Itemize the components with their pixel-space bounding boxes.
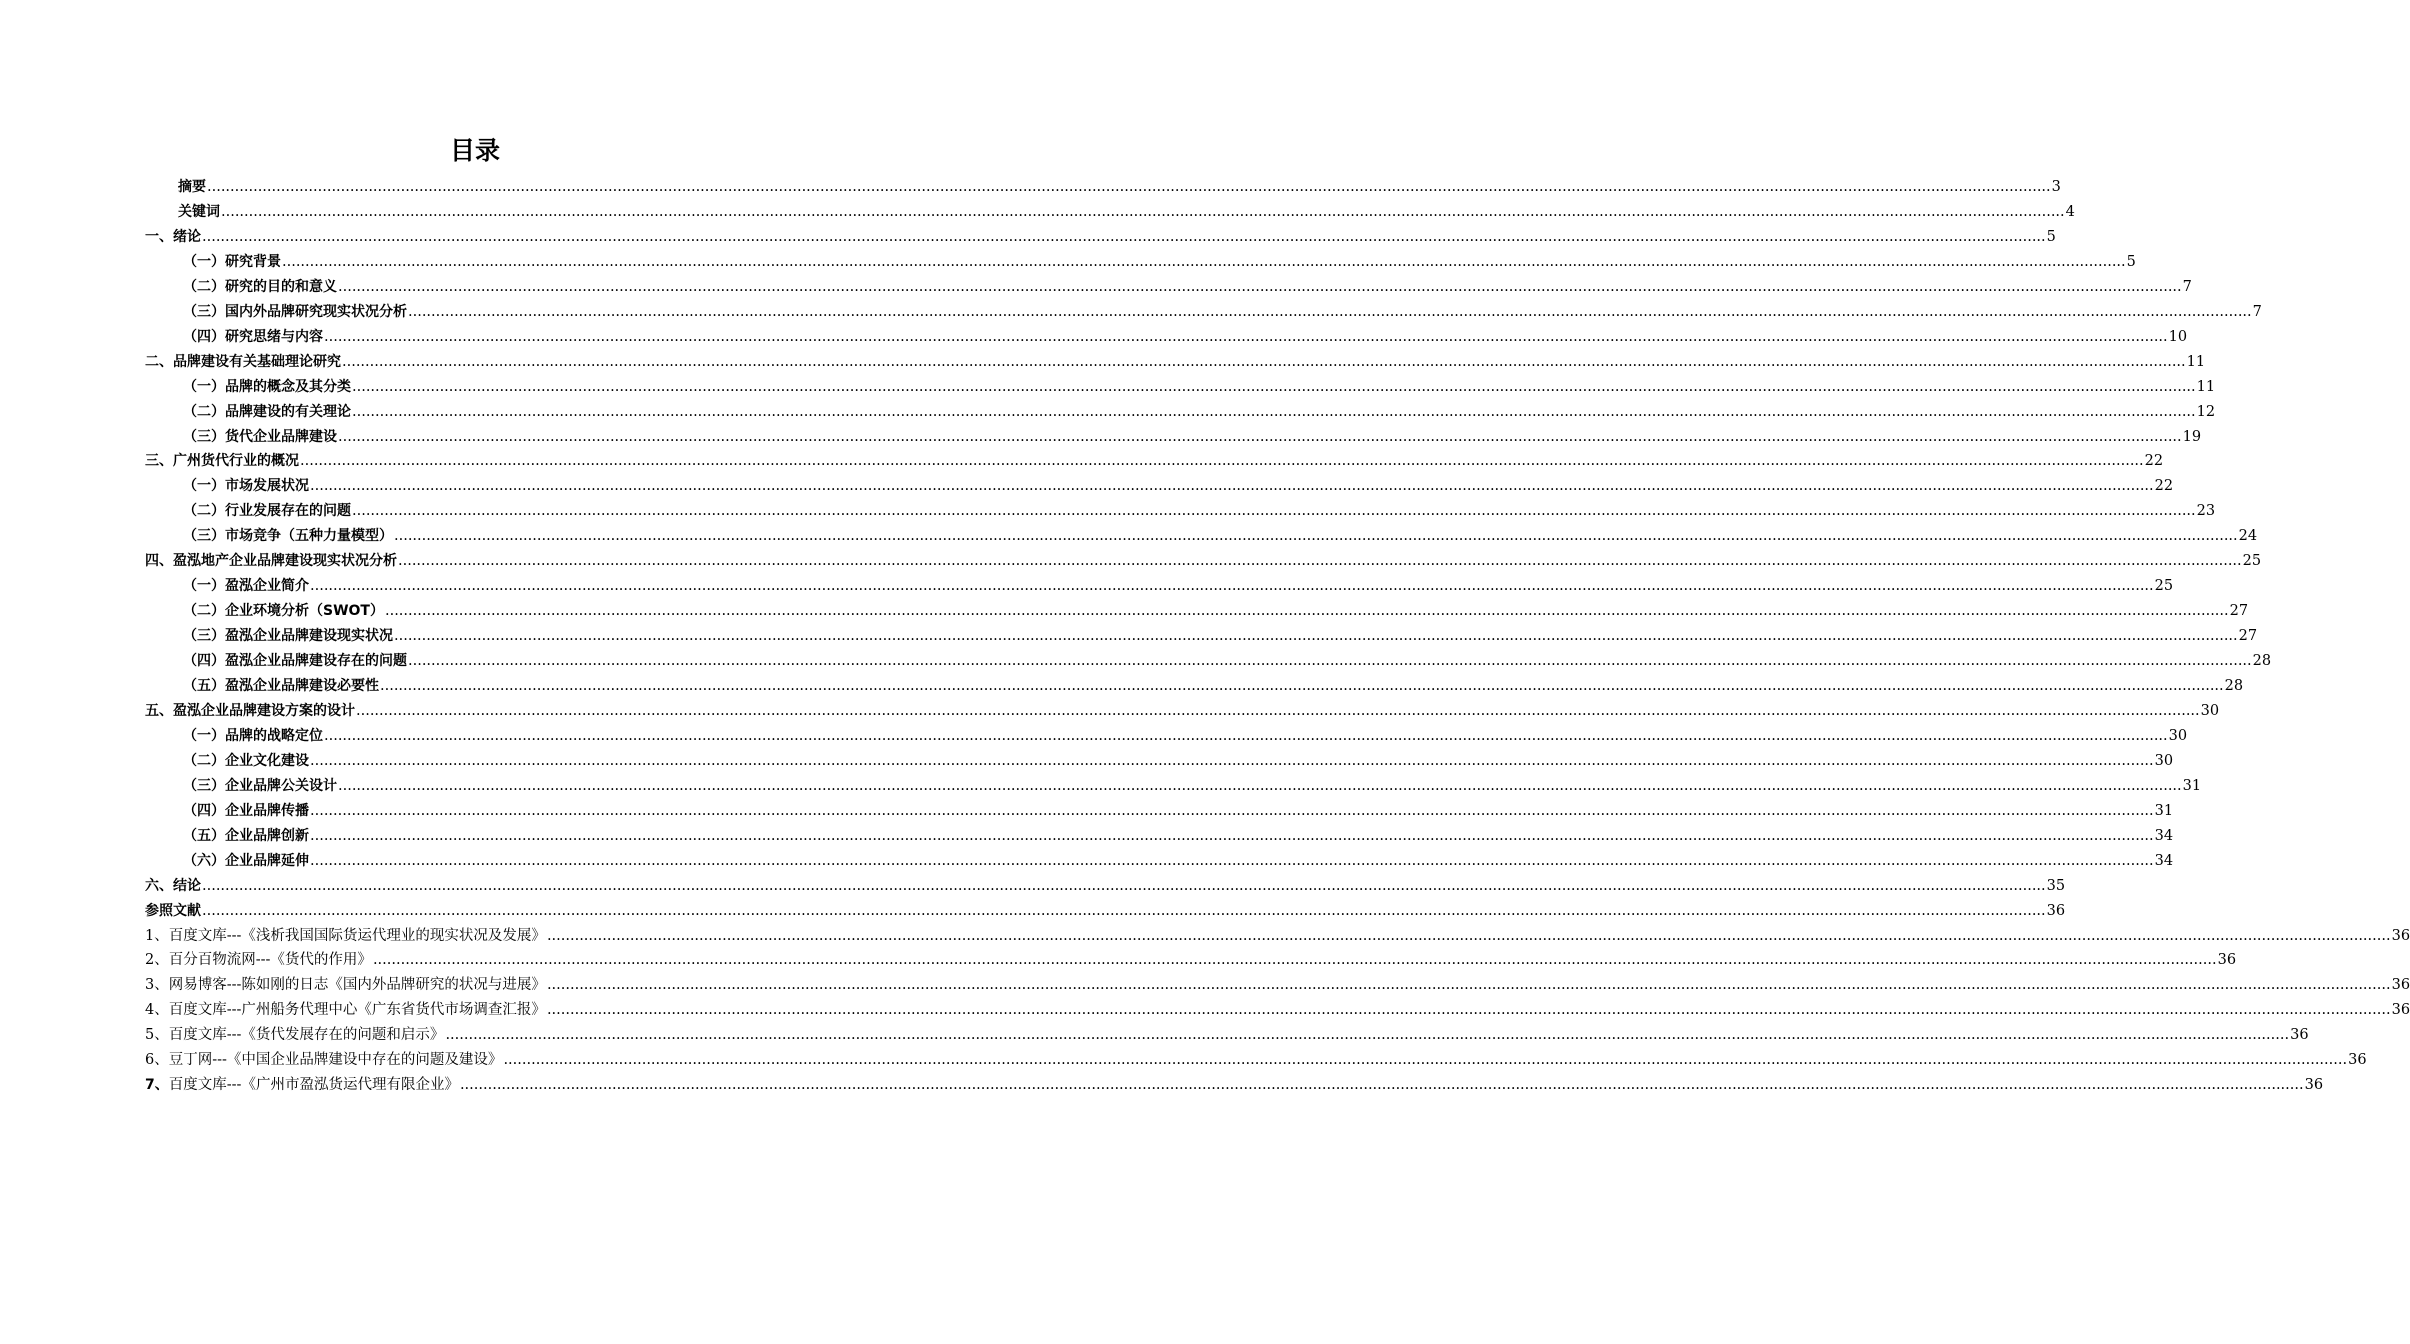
toc-page-number: 10 bbox=[2168, 328, 2188, 345]
toc-leader-dots: ................................................................................................................................................................................................................................................................................................................................................................................................................ bbox=[408, 653, 2252, 670]
toc-leader-dots: ................................................................................................................................................................................................................................................................................................................................................................................................................ bbox=[546, 927, 2391, 944]
toc-entry-label: 结论 bbox=[173, 877, 201, 894]
toc-entry-number: （六） bbox=[183, 852, 225, 869]
toc-entry[interactable] bbox=[183, 849, 2174, 873]
page-title: 目录 bbox=[449, 136, 500, 165]
toc-entry[interactable] bbox=[183, 425, 2202, 449]
toc-entry[interactable] bbox=[183, 649, 2272, 673]
toc-entry-number: （一） bbox=[183, 727, 225, 744]
toc-leader-dots: ................................................................................................................................................................................................................................................................................................................................................................................................................ bbox=[324, 328, 2168, 345]
toc-entry-number: 6、 bbox=[145, 1052, 169, 1069]
toc-page-number: 36 bbox=[2304, 1077, 2324, 1094]
toc-page-number: 31 bbox=[2182, 777, 2202, 794]
toc-leader-dots: ................................................................................................................................................................................................................................................................................................................................................................................................................ bbox=[310, 852, 2154, 869]
toc-entry-label: 品牌的概念及其分类 bbox=[225, 378, 351, 395]
toc-leader-dots: ................................................................................................................................................................................................................................................................................................................................................................................................................ bbox=[338, 428, 2182, 445]
toc-entry[interactable] bbox=[183, 400, 2216, 424]
toc-entry-label: 企业品牌传播 bbox=[225, 802, 309, 819]
toc-entry-label: 关键词 bbox=[178, 203, 220, 220]
toc-entry-number: （五） bbox=[183, 827, 225, 844]
toc-entry-number: （四） bbox=[183, 328, 225, 345]
toc-leader-dots: ................................................................................................................................................................................................................................................................................................................................................................................................................ bbox=[310, 827, 2154, 844]
toc-page-number: 35 bbox=[2046, 877, 2066, 894]
toc-page-number: 27 bbox=[2238, 628, 2258, 645]
toc-entry-label: 企业品牌创新 bbox=[225, 827, 309, 844]
toc-leader-dots: ................................................................................................................................................................................................................................................................................................................................................................................................................ bbox=[352, 503, 2196, 520]
toc-entry-number: 4、 bbox=[145, 1002, 169, 1019]
toc-entry-label: 摘要 bbox=[178, 179, 206, 195]
toc-page-number: 30 bbox=[2200, 702, 2220, 719]
toc-leader-dots: ................................................................................................................................................................................................................................................................................................................................................................................................................ bbox=[310, 802, 2154, 819]
toc-entry-label: 盈泓企业品牌建设方案的设计 bbox=[173, 702, 355, 719]
toc-entry-label: 百度文库---《广州市盈泓货运代理有限企业》 bbox=[168, 1077, 459, 1094]
toc-entry-number: 7、 bbox=[145, 1077, 169, 1094]
toc-leader-dots: ................................................................................................................................................................................................................................................................................................................................................................................................................ bbox=[221, 203, 2065, 220]
toc-page-number: 5 bbox=[2126, 253, 2136, 270]
toc-leader-dots: ................................................................................................................................................................................................................................................................................................................................................................................................................ bbox=[310, 752, 2154, 769]
toc-page-number: 5 bbox=[2046, 228, 2056, 245]
toc-entry-label: 市场发展状况 bbox=[225, 478, 309, 495]
toc-entry-label: 广州货代行业的概况 bbox=[173, 453, 299, 470]
toc-entry[interactable] bbox=[145, 449, 2164, 473]
toc-entry-label: 企业品牌延伸 bbox=[225, 852, 309, 869]
toc-page-number: 22 bbox=[2144, 453, 2164, 470]
toc-entry-label: 盈泓企业简介 bbox=[225, 578, 309, 595]
toc-page-number: 12 bbox=[2196, 403, 2216, 420]
toc-entry[interactable] bbox=[145, 924, 2410, 948]
toc-leader-dots: ................................................................................................................................................................................................................................................................................................................................................................................................................ bbox=[202, 902, 2046, 919]
toc-entry-label: 研究思绪与内容 bbox=[225, 328, 323, 345]
toc-leader-dots: ................................................................................................................................................................................................................................................................................................................................................................................................................ bbox=[324, 727, 2168, 744]
toc-entry-label: 参照文献 bbox=[145, 902, 201, 919]
toc-entry[interactable] bbox=[183, 250, 2136, 274]
toc-entry[interactable] bbox=[183, 774, 2202, 798]
toc-page-number: 11 bbox=[2186, 353, 2206, 370]
toc-entry[interactable] bbox=[145, 225, 2056, 249]
toc-entry[interactable] bbox=[183, 300, 2262, 324]
toc-entry[interactable] bbox=[183, 749, 2174, 773]
toc-page-number: 7 bbox=[2182, 278, 2192, 295]
toc-entry-label: 绪论 bbox=[173, 228, 201, 245]
toc-entry-number: （一） bbox=[183, 253, 225, 270]
toc-entry-number: 2、 bbox=[145, 952, 169, 969]
toc-entry-number: （一） bbox=[183, 378, 225, 395]
toc-page-number: 11 bbox=[2196, 378, 2216, 395]
toc-entry-label: 百分百物流网---《货代的作用》 bbox=[168, 952, 372, 969]
toc-entry-number: 5、 bbox=[145, 1027, 169, 1044]
toc-entry-label: 研究的目的和意义 bbox=[225, 278, 337, 295]
toc-entry-label: 市场竞争（五种力量模型） bbox=[225, 528, 393, 545]
toc-leader-dots: ................................................................................................................................................................................................................................................................................................................................................................................................................ bbox=[394, 528, 2238, 545]
toc-entry[interactable] bbox=[183, 599, 2249, 623]
toc-page-number: 34 bbox=[2154, 827, 2174, 844]
toc-leader-dots: ................................................................................................................................................................................................................................................................................................................................................................................................................ bbox=[380, 678, 2224, 694]
toc-page-number: 7 bbox=[2252, 303, 2262, 320]
toc-page-number: 24 bbox=[2238, 528, 2258, 545]
toc-entry-label: 盈泓企业品牌建设必要性 bbox=[225, 678, 379, 694]
toc-entry[interactable] bbox=[183, 499, 2216, 523]
toc-page-number: 36 bbox=[2348, 1052, 2367, 1069]
toc-entry[interactable] bbox=[178, 175, 2061, 199]
toc-entry-number: 二、 bbox=[145, 353, 173, 370]
toc-entry[interactable] bbox=[183, 325, 2188, 349]
toc-entry[interactable] bbox=[183, 799, 2174, 823]
toc-leader-dots: ................................................................................................................................................................................................................................................................................................................................................................................................................ bbox=[300, 453, 2144, 470]
toc-entry[interactable] bbox=[145, 1073, 2324, 1097]
toc-entry-number: （三） bbox=[183, 528, 225, 545]
toc-entry-label: 百度文库---《货代发展存在的问题和启示》 bbox=[168, 1027, 445, 1044]
toc-page-number: 22 bbox=[2154, 478, 2174, 495]
toc-page-number: 25 bbox=[2242, 553, 2262, 570]
toc-page-number: 30 bbox=[2168, 727, 2188, 744]
toc-leader-dots: ................................................................................................................................................................................................................................................................................................................................................................................................................ bbox=[352, 378, 2196, 395]
toc-leader-dots: ................................................................................................................................................................................................................................................................................................................................................................................................................ bbox=[445, 1027, 2290, 1044]
toc-entry-label: 盈泓企业品牌建设现实状况 bbox=[225, 628, 393, 645]
toc-entry[interactable] bbox=[183, 375, 2216, 399]
toc-entry-number: （一） bbox=[183, 478, 225, 495]
toc-entry-number: 三、 bbox=[145, 453, 173, 470]
toc-page-number: 25 bbox=[2154, 578, 2174, 595]
toc-entry[interactable] bbox=[183, 674, 2244, 698]
toc-entry-label: 品牌的战略定位 bbox=[225, 727, 323, 744]
toc-page-number: 36 bbox=[2391, 977, 2410, 994]
toc-entry-label: 研究背景 bbox=[225, 253, 281, 270]
toc-leader-dots: ................................................................................................................................................................................................................................................................................................................................................................................................................ bbox=[202, 877, 2046, 894]
toc-page-number: 4 bbox=[2065, 203, 2075, 220]
toc-entry-label: 豆丁网---《中国企业品牌建设中存在的问题及建设》 bbox=[168, 1052, 503, 1069]
toc-leader-dots: ................................................................................................................................................................................................................................................................................................................................................................................................................ bbox=[342, 353, 2186, 370]
toc-entry-number: 五、 bbox=[145, 702, 173, 719]
toc-entry[interactable] bbox=[183, 524, 2258, 548]
toc-page-number: 36 bbox=[2391, 927, 2410, 944]
toc-entry[interactable] bbox=[183, 275, 2192, 299]
toc-entry-label: 国内外品牌研究现实状况分析 bbox=[225, 303, 407, 320]
toc-entry[interactable] bbox=[145, 699, 2220, 723]
toc-entry[interactable] bbox=[183, 474, 2174, 498]
toc-entry[interactable] bbox=[145, 1048, 2367, 1072]
toc-leader-dots: ................................................................................................................................................................................................................................................................................................................................................................................................................ bbox=[408, 303, 2252, 320]
toc-entry[interactable] bbox=[145, 899, 2066, 923]
toc-entry-label: 货代企业品牌建设 bbox=[225, 428, 337, 445]
toc-page-number: 3 bbox=[2051, 179, 2061, 195]
toc-leader-dots: ................................................................................................................................................................................................................................................................................................................................................................................................................ bbox=[352, 403, 2196, 420]
toc-page-number: 36 bbox=[2046, 902, 2066, 919]
toc-entry-number: （四） bbox=[183, 802, 225, 819]
toc-leader-dots: ................................................................................................................................................................................................................................................................................................................................................................................................................ bbox=[282, 253, 2126, 270]
toc-entry-number: （三） bbox=[183, 777, 225, 794]
toc-entry[interactable] bbox=[145, 973, 2410, 997]
toc-entry-number: （三） bbox=[183, 628, 225, 645]
toc-page-number: 27 bbox=[2229, 603, 2249, 620]
toc-entry-label: 行业发展存在的问题 bbox=[225, 503, 351, 520]
toc-entry-label: 网易博客---陈如刚的日志《国内外品牌研究的状况与进展》 bbox=[168, 977, 546, 994]
toc-entry-number: （二） bbox=[183, 403, 225, 420]
toc-entry-number: 1、 bbox=[145, 927, 169, 944]
toc-entry-label: 品牌建设有关基础理论研究 bbox=[173, 353, 341, 370]
toc-entry-label: 品牌建设的有关理论 bbox=[225, 403, 351, 420]
toc-leader-dots: ................................................................................................................................................................................................................................................................................................................................................................................................................ bbox=[398, 553, 2242, 570]
toc-entry-label: 企业环境分析（SWOT） bbox=[225, 603, 384, 620]
toc-entry[interactable] bbox=[145, 549, 2262, 573]
toc-entry-number: （二） bbox=[183, 603, 225, 620]
toc-leader-dots: ................................................................................................................................................................................................................................................................................................................................................................................................................ bbox=[202, 228, 2046, 245]
toc-leader-dots: ................................................................................................................................................................................................................................................................................................................................................................................................................ bbox=[207, 179, 2051, 195]
toc-leader-dots: ................................................................................................................................................................................................................................................................................................................................................................................................................ bbox=[338, 278, 2182, 295]
toc-entry-label: 百度文库---《浅析我国国际货运代理业的现实状况及发展》 bbox=[168, 927, 546, 944]
toc-entry-number: （三） bbox=[183, 428, 225, 445]
toc-entry[interactable] bbox=[145, 948, 2237, 972]
toc-leader-dots: ................................................................................................................................................................................................................................................................................................................................................................................................................ bbox=[546, 977, 2391, 994]
toc-leader-dots: ................................................................................................................................................................................................................................................................................................................................................................................................................ bbox=[503, 1052, 2348, 1069]
toc-entry-number: 四、 bbox=[145, 553, 173, 570]
toc-leader-dots: ................................................................................................................................................................................................................................................................................................................................................................................................................ bbox=[338, 777, 2182, 794]
toc-page-number: 36 bbox=[2290, 1027, 2309, 1044]
toc-entry[interactable] bbox=[145, 350, 2206, 374]
toc-entry[interactable] bbox=[145, 1023, 2309, 1047]
toc-entry[interactable] bbox=[183, 624, 2258, 648]
toc-entry[interactable] bbox=[183, 574, 2174, 598]
toc-page-number: 30 bbox=[2154, 752, 2174, 769]
toc-entry-number: 3、 bbox=[145, 977, 169, 994]
toc-leader-dots: ................................................................................................................................................................................................................................................................................................................................................................................................................ bbox=[356, 702, 2200, 719]
toc-entry-number: （二） bbox=[183, 503, 225, 520]
toc-entry-number: （三） bbox=[183, 303, 225, 320]
toc-leader-dots: ................................................................................................................................................................................................................................................................................................................................................................................................................ bbox=[372, 952, 2217, 969]
toc-entry-label: 盈泓地产企业品牌建设现实状况分析 bbox=[173, 553, 397, 570]
toc-leader-dots: ................................................................................................................................................................................................................................................................................................................................................................................................................ bbox=[310, 478, 2154, 495]
toc-entry-number: （四） bbox=[183, 653, 225, 670]
toc-page-number: 36 bbox=[2391, 1002, 2410, 1019]
toc-entry-label: 百度文库---广州船务代理中心《广东省货代市场调查汇报》 bbox=[168, 1002, 546, 1019]
toc-leader-dots: ................................................................................................................................................................................................................................................................................................................................................................................................................ bbox=[394, 628, 2238, 645]
toc-entry[interactable] bbox=[145, 998, 2410, 1022]
toc-entry[interactable] bbox=[183, 724, 2188, 748]
toc-entry-number: 一、 bbox=[145, 228, 173, 245]
toc-entry-number: 六、 bbox=[145, 877, 173, 894]
toc-leader-dots: ................................................................................................................................................................................................................................................................................................................................................................................................................ bbox=[546, 1002, 2391, 1019]
toc-page-number: 23 bbox=[2196, 503, 2216, 520]
toc-entry-label: 企业品牌公关设计 bbox=[225, 777, 337, 794]
toc-page-number: 31 bbox=[2154, 802, 2174, 819]
toc-leader-dots: ................................................................................................................................................................................................................................................................................................................................................................................................................ bbox=[459, 1077, 2304, 1094]
toc-leader-dots: ................................................................................................................................................................................................................................................................................................................................................................................................................ bbox=[384, 603, 2229, 620]
toc-entry-number: （二） bbox=[183, 278, 225, 295]
toc-page-number: 28 bbox=[2224, 678, 2244, 694]
toc-leader-dots: ................................................................................................................................................................................................................................................................................................................................................................................................................ bbox=[310, 578, 2154, 595]
toc-entry[interactable] bbox=[145, 874, 2066, 898]
toc-page-number: 34 bbox=[2154, 852, 2174, 869]
toc-entry-number: （五） bbox=[183, 678, 225, 694]
toc-page-number: 28 bbox=[2252, 653, 2272, 670]
toc-page-number: 19 bbox=[2182, 428, 2202, 445]
toc-entry-label: 盈泓企业品牌建设存在的问题 bbox=[225, 653, 407, 670]
toc-entry-number: （一） bbox=[183, 578, 225, 595]
toc-entry-label: 企业文化建设 bbox=[225, 752, 309, 769]
toc-page-number: 36 bbox=[2217, 952, 2237, 969]
toc-entry[interactable] bbox=[183, 824, 2174, 848]
toc-entry-number: （二） bbox=[183, 752, 225, 769]
toc-entry[interactable] bbox=[178, 200, 2075, 224]
